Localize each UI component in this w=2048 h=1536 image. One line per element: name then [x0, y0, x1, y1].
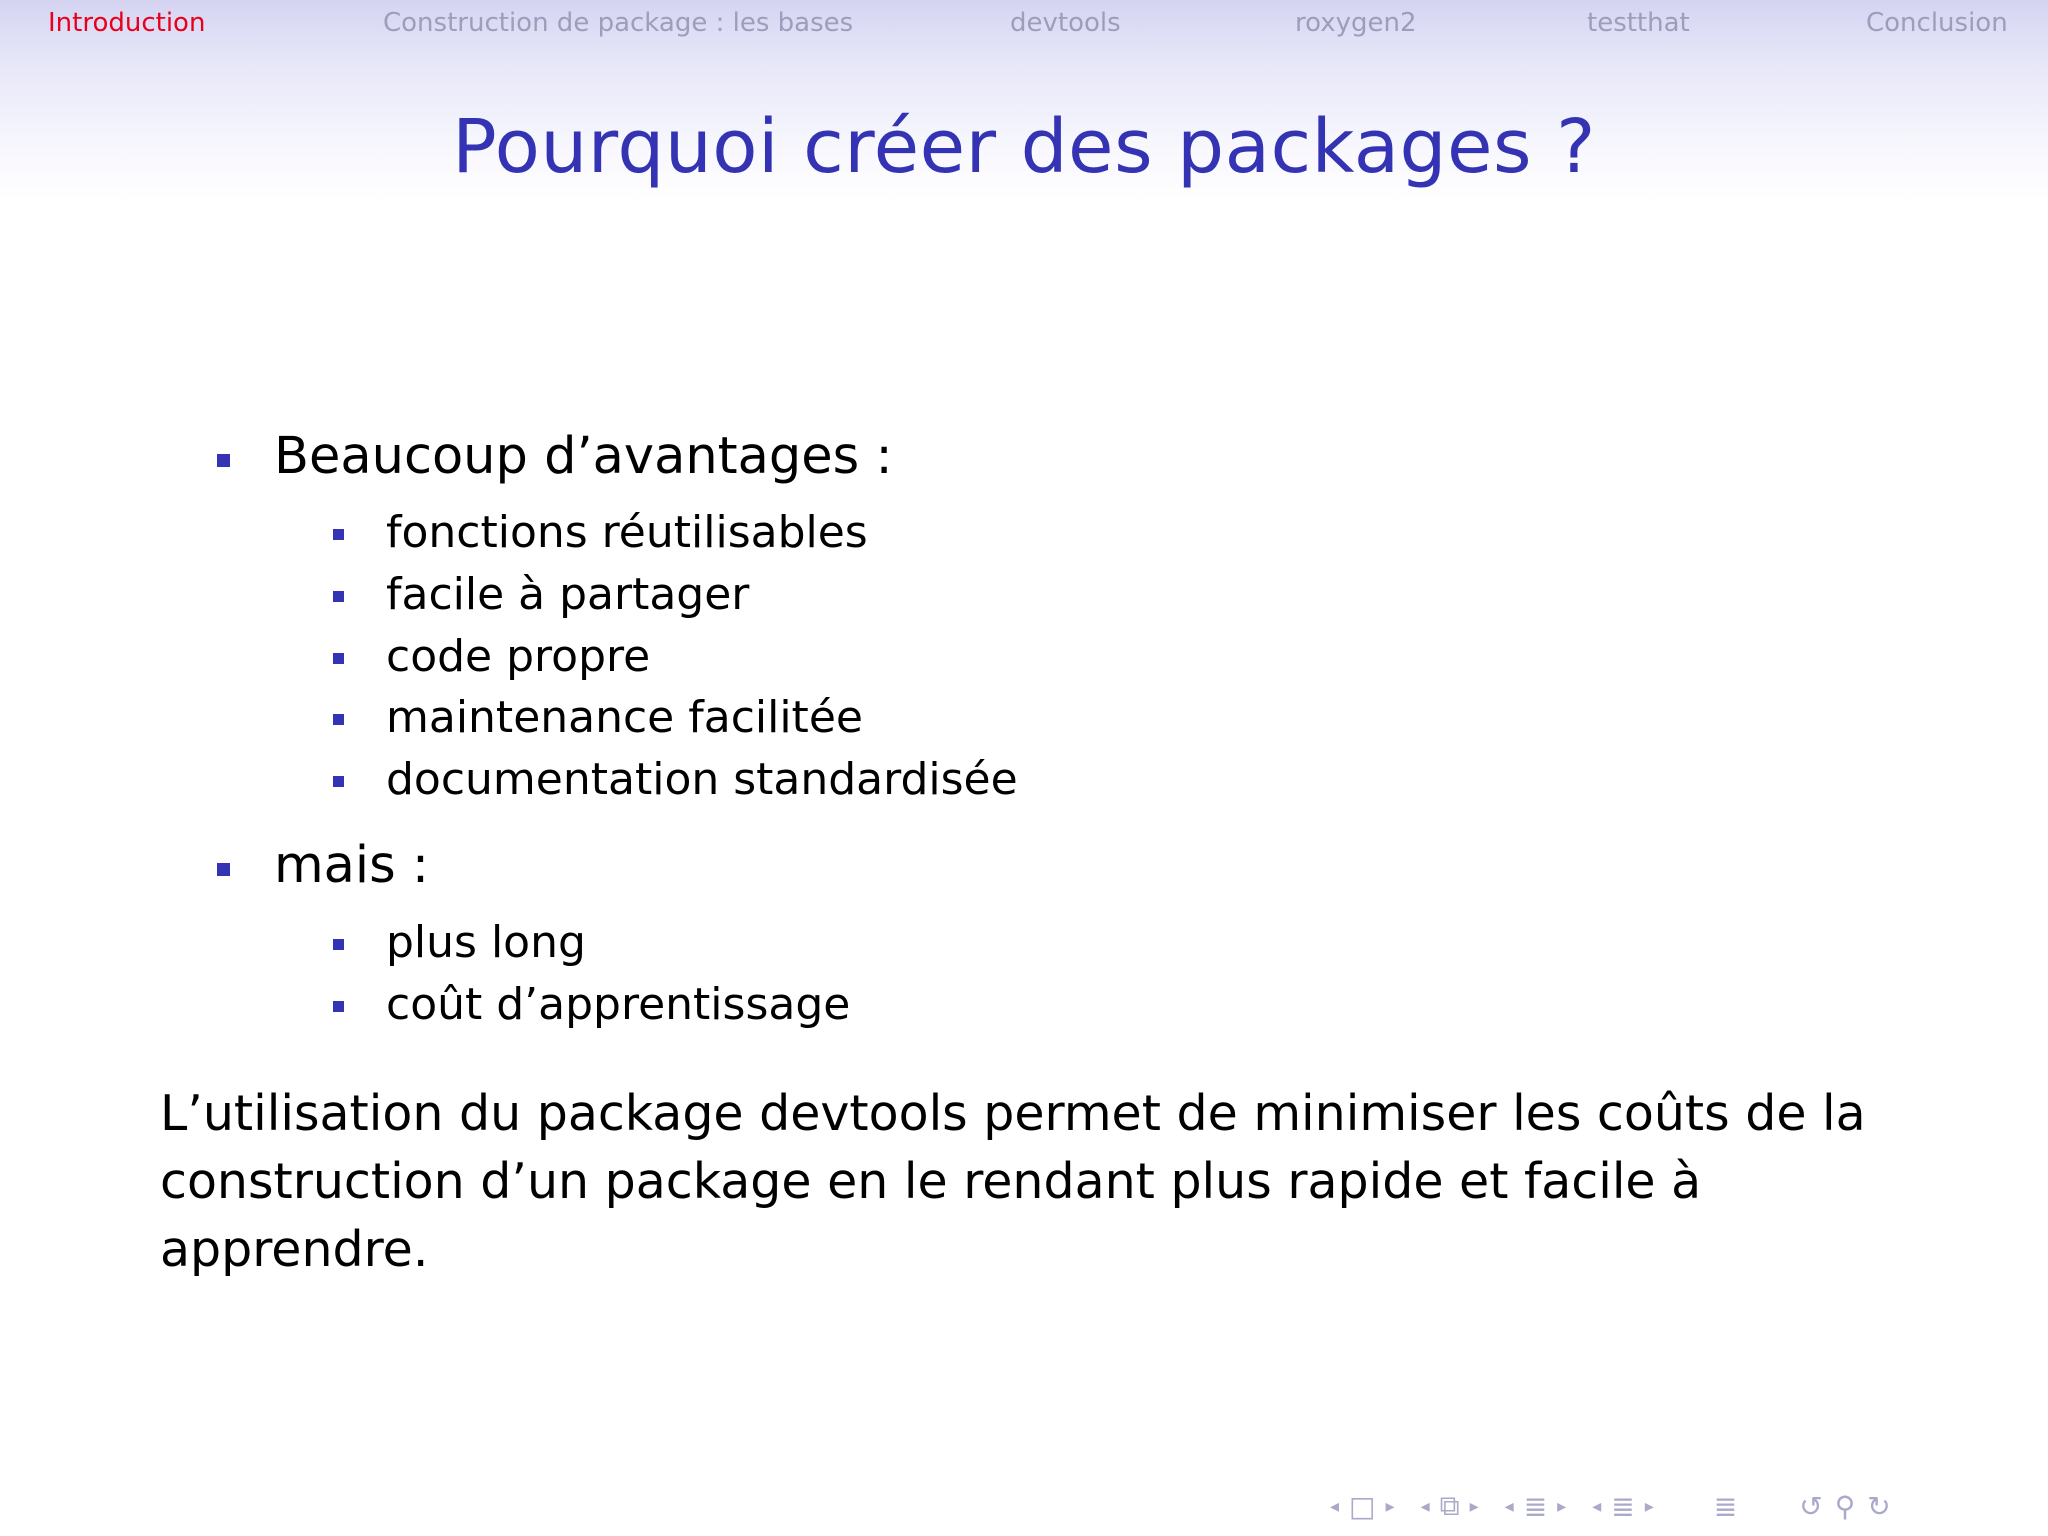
sub-bullet-marker — [333, 1001, 344, 1012]
navigation-controls — [1326, 1488, 1897, 1524]
section-icon[interactable]: ≣ — [1523, 1489, 1548, 1523]
nav-item-devtools[interactable]: devtools — [1010, 8, 1121, 38]
nav-item-roxygen2[interactable]: roxygen2 — [1295, 8, 1417, 38]
nav-item-conclusion[interactable]: Conclusion — [1866, 8, 2008, 38]
sub-bullet-marker — [333, 939, 344, 950]
arrow-right-icon[interactable]: ▸ — [1385, 1495, 1395, 1517]
nav-item-introduction[interactable]: Introduction — [48, 8, 206, 38]
sub-bullet-item: fonctions réutilisables — [386, 507, 868, 558]
sub-bullet-item: documentation standardisée — [386, 754, 1018, 805]
arrow-right-icon[interactable]: ▸ — [1469, 1495, 1479, 1517]
sub-bullet-item: code propre — [386, 631, 651, 682]
sub-bullet-marker — [333, 776, 344, 787]
subsection-icon[interactable]: ⧉ — [1439, 1489, 1460, 1522]
conclusion-paragraph — [160, 1080, 1980, 1284]
arrow-left-icon[interactable]: ◂ — [1592, 1495, 1602, 1517]
sub-bullet-item: facile à partager — [386, 569, 750, 620]
back-icon[interactable]: ↺ — [1799, 1489, 1823, 1523]
toc-icon[interactable]: ≣ — [1713, 1489, 1738, 1523]
sub-bullet-item: plus long — [386, 917, 586, 968]
sub-bullet-marker — [333, 591, 344, 602]
arrow-right-icon[interactable]: ▸ — [1557, 1495, 1567, 1517]
arrow-left-icon[interactable]: ◂ — [1420, 1495, 1430, 1517]
arrow-left-icon[interactable]: ◂ — [1504, 1495, 1514, 1517]
conclusion-line-2: construction d’un package en le rendant plus rapide et facile à apprendre. — [160, 1153, 1702, 1278]
frame-icon[interactable]: □ — [1349, 1489, 1376, 1523]
sub-bullet-marker — [333, 653, 344, 664]
bullet-advantages: Beaucoup d’avantages : — [274, 427, 893, 486]
slide-title: Pourquoi créer des packages ? — [452, 104, 1596, 190]
forward-icon[interactable]: ↻ — [1867, 1489, 1891, 1523]
bullet-but: mais : — [274, 836, 430, 895]
section-icon[interactable]: ≣ — [1611, 1489, 1635, 1523]
sub-bullet-item: coût d’apprentissage — [386, 979, 851, 1030]
sub-bullet-marker — [333, 714, 344, 725]
bullet-marker — [217, 863, 230, 876]
nav-item-testthat[interactable]: testthat — [1587, 8, 1690, 38]
section-navigation — [0, 8, 2048, 48]
conclusion-line-1: L’utilisation du package devtools permet de minimiser les coûts de la — [160, 1085, 1866, 1142]
sub-bullet-marker — [333, 529, 344, 540]
nav-item-construction[interactable]: Construction de package : les bases — [383, 8, 854, 38]
sub-bullet-item: maintenance facilitée — [386, 692, 863, 743]
search-icon[interactable]: ⚲ — [1834, 1489, 1856, 1523]
arrow-left-icon[interactable]: ◂ — [1330, 1495, 1340, 1517]
bullet-marker — [217, 454, 230, 467]
arrow-right-icon[interactable]: ▸ — [1644, 1495, 1654, 1517]
